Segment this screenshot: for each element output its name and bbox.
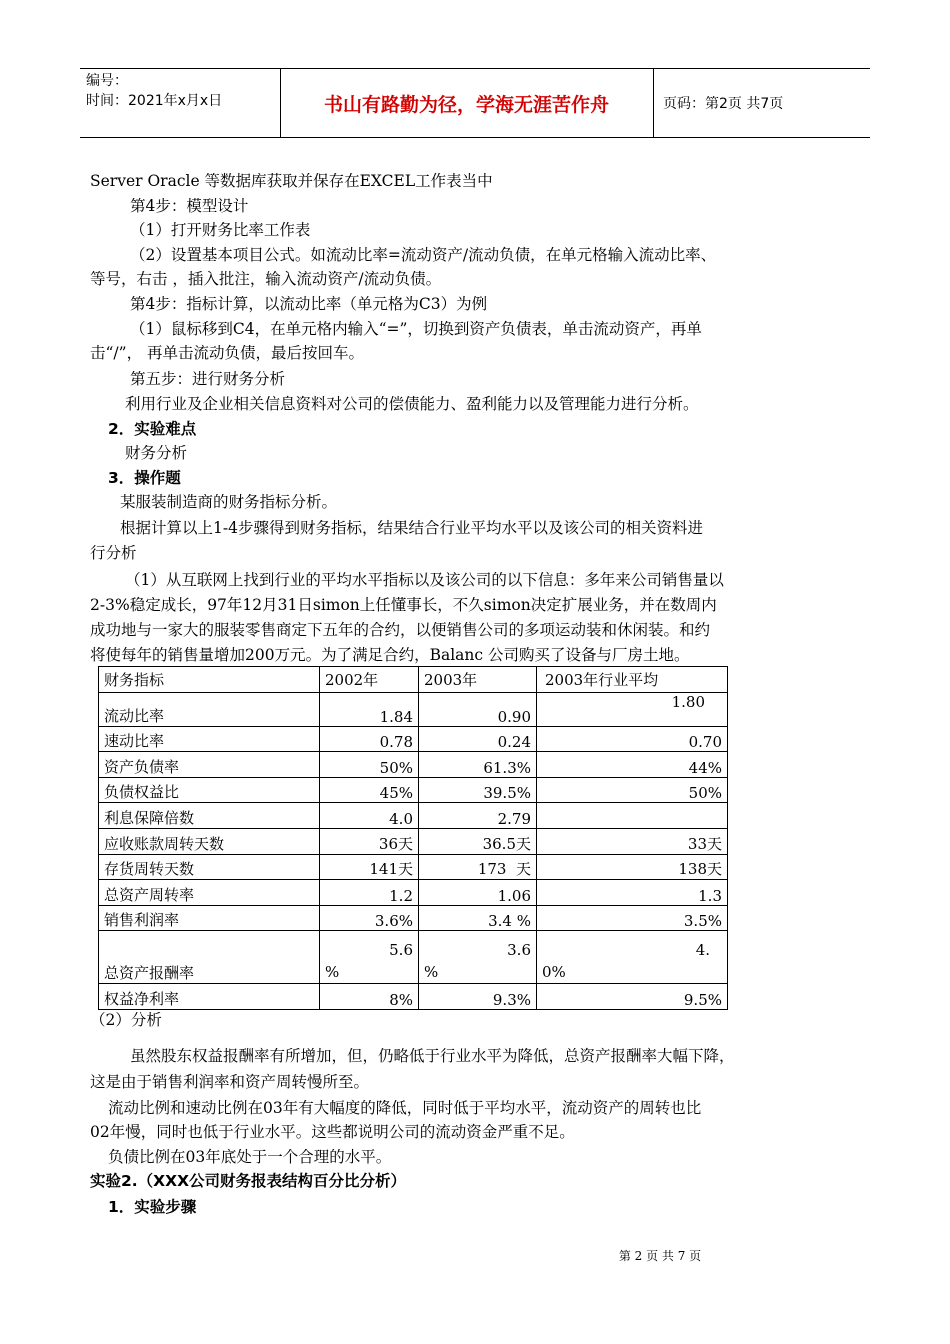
step-heading: 第五步：进行财务分析	[130, 370, 286, 388]
table-row	[99, 828, 728, 854]
body-line: 负债比例在03年底处于一个合理的水平。	[108, 1148, 392, 1166]
table-cell: 0.78	[320, 726, 419, 752]
cell-value: 0%	[542, 963, 566, 982]
body-line: 根据计算以上1-4步骤得到财务指标，结果结合行业平均水平以及该公司的相关资料进	[120, 519, 703, 537]
table-row	[99, 803, 728, 829]
table-cell: 1.06	[419, 880, 537, 906]
table-cell	[320, 931, 419, 984]
table-cell: 33天	[537, 828, 728, 854]
body-line: 02年慢，同时也低于行业水平。这些都说明公司的流动资金严重不足。	[90, 1123, 575, 1141]
cell-value: %	[325, 963, 340, 982]
table-cell: 权益净利率	[99, 984, 320, 1010]
experiment-heading-text: 实验2.（XXX公司财务报表结构百分比分析）	[90, 1172, 407, 1190]
financial-ratio-table	[98, 666, 728, 1010]
table-cell: 流动比率	[99, 692, 320, 726]
cell-value: %	[424, 963, 439, 982]
section-heading: 1．实验步骤	[108, 1198, 197, 1216]
table-header-cell: 财务指标	[99, 667, 320, 693]
cell-value: 5.6	[389, 941, 413, 960]
section-heading: 3．操作题	[108, 469, 181, 487]
body-line: Server Oracle 等数据库获取并保存在EXCEL工作表当中	[90, 172, 493, 190]
table-cell: 3.6%	[320, 905, 419, 931]
table-cell: 利息保障倍数	[99, 803, 320, 829]
body-line: 击“/”， 再单击流动负债，最后按回车。	[90, 344, 364, 362]
table-cell: 138天	[537, 854, 728, 880]
table-cell: 1.2	[320, 880, 419, 906]
table-cell	[537, 803, 728, 829]
cell-value: 3.6	[507, 941, 531, 960]
header-page-number: 页码：第2页 共7页	[663, 96, 784, 112]
table-cell: 速动比率	[99, 726, 320, 752]
body-line: （1）打开财务比率工作表	[130, 221, 311, 239]
table-cell: 0.90	[419, 692, 537, 726]
table-cell: 36.5天	[419, 828, 537, 854]
table-cell: 3.4 %	[419, 905, 537, 931]
table-row	[99, 777, 728, 803]
table-header-cell: 2003年行业平均	[537, 667, 728, 693]
table-cell: 45%	[320, 777, 419, 803]
table-cell: 总资产报酬率	[99, 931, 320, 984]
body-line: 利用行业及企业相关信息资料对公司的偿债能力、盈利能力以及管理能力进行分析。	[125, 395, 699, 413]
table-row	[99, 752, 728, 778]
body-line: 虽然股东权益报酬率有所增加，但，仍略低于行业水平为降低，总资产报酬率大幅下降，	[130, 1047, 735, 1065]
body-line: 财务分析	[125, 444, 188, 462]
table-cell: 2.79	[419, 803, 537, 829]
table-cell: 8%	[320, 984, 419, 1010]
table-row	[99, 880, 728, 906]
table-cell: 61.3%	[419, 752, 537, 778]
table-header-cell: 2002年	[320, 667, 419, 693]
table-header-cell: 2003年	[419, 667, 537, 693]
body-line: 这是由于销售利润率和资产周转慢所至。	[90, 1073, 370, 1091]
table-row	[99, 692, 728, 726]
table-row	[99, 854, 728, 880]
table-cell: 141天	[320, 854, 419, 880]
table-cell: 50%	[537, 777, 728, 803]
table-cell: 1.84	[320, 692, 419, 726]
table-row	[99, 726, 728, 752]
page-header	[80, 68, 870, 138]
section-heading: 2．实验难点	[108, 420, 197, 438]
body-line: 等号，右击 ，插入批注，输入流动资产/流动负债。	[90, 270, 442, 288]
body-line: 将使每年的销售量增加200万元。为了满足合约，Balanc 公司购买了设备与厂房土地。	[90, 646, 690, 664]
table-header-row	[99, 667, 728, 693]
serial-label: 编号：	[86, 73, 128, 89]
table-cell: 4.0	[320, 803, 419, 829]
table-cell: 总资产周转率	[99, 880, 320, 906]
body-line: （1）鼠标移到C4，在单元格内输入“=”，切换到资产负债表，单击流动资产，再单	[130, 320, 702, 338]
table-cell: 应收账款周转天数	[99, 828, 320, 854]
table-cell: 销售利润率	[99, 905, 320, 931]
table-cell: 1.3	[537, 880, 728, 906]
header-meta	[86, 71, 276, 111]
table-cell: 0.24	[419, 726, 537, 752]
table-cell: 50%	[320, 752, 419, 778]
table-cell: 负债权益比	[99, 777, 320, 803]
time-label: 时间：2021年x月x日	[86, 93, 223, 109]
step-heading: 第4步：模型设计	[130, 197, 249, 215]
header-divider	[653, 69, 654, 137]
table-row	[99, 905, 728, 931]
experiment-heading	[90, 1170, 406, 1192]
table-cell	[537, 931, 728, 984]
table-cell: 9.3%	[419, 984, 537, 1010]
table-cell: 存货周转天数	[99, 854, 320, 880]
table-cell: 44%	[537, 752, 728, 778]
table-cell: 3.5%	[537, 905, 728, 931]
page-footer: 第 2 页 共 7 页	[618, 1249, 702, 1263]
body-line: 2-3%稳定成长，97年12月31日simon上任懂事长，不久simon决定扩展业务，并在数周内	[90, 596, 717, 614]
table-cell: 36天	[320, 828, 419, 854]
table-cell: 0.70	[537, 726, 728, 752]
table-cell	[419, 931, 537, 984]
cell-value: 4.	[695, 941, 710, 960]
body-line: 成功地与一家大的服装零售商定下五年的合约，以便销售公司的多项运动装和休闲装。和约	[90, 621, 711, 639]
body-line: （1）从互联网上找到行业的平均水平指标以及该公司的以下信息：多年来公司销售量以	[125, 571, 724, 589]
table-cell: 资产负债率	[99, 752, 320, 778]
body-line: （2）设置基本项目公式。如流动比率=流动资产/流动负债，在单元格输入流动比率、	[130, 246, 717, 264]
body-line: 行分析	[90, 544, 137, 562]
table-cell: 39.5%	[419, 777, 537, 803]
body-line: 流动比例和速动比例在03年有大幅度的降低，同时低于平均水平，流动资产的周转也比	[108, 1099, 702, 1117]
table-cell: 9.5%	[537, 984, 728, 1010]
table-cell: 173 天	[419, 854, 537, 880]
step-heading: 第4步：指标计算，以流动比率（单元格为C3）为例	[130, 295, 488, 313]
table-row	[99, 931, 728, 984]
header-motto: 书山有路勤为径，学海无涯苦作舟	[323, 93, 609, 116]
body-line: 某服装制造商的财务指标分析。	[120, 493, 338, 511]
table-row	[99, 984, 728, 1010]
table-cell: 1.80	[537, 692, 728, 726]
body-line: （2）分析	[90, 1011, 162, 1029]
